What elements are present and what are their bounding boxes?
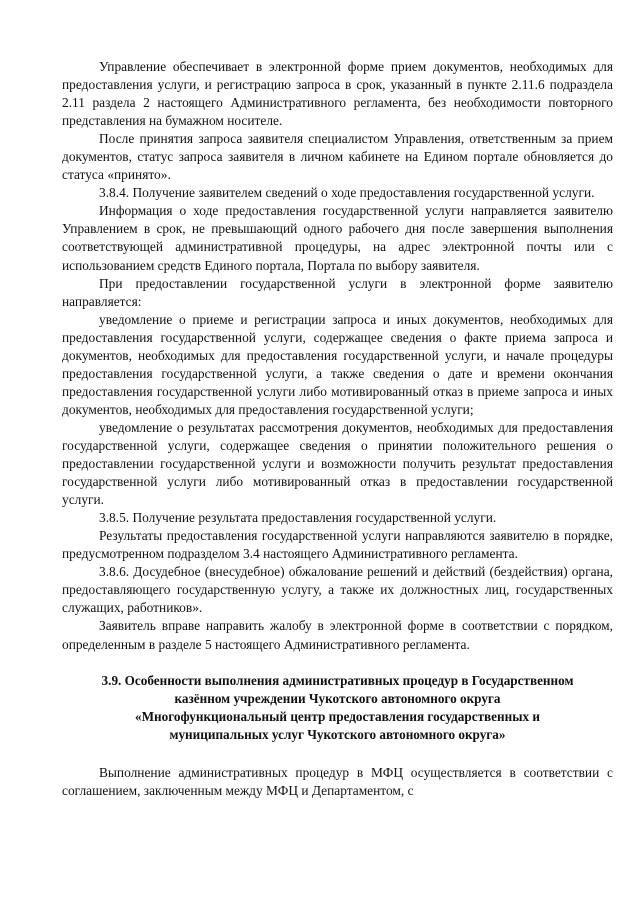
document-page <box>62 58 613 800</box>
clause-3-8-5: 3.8.5. Получение результата предоставления государственной услуги. <box>99 510 497 526</box>
paragraph-progress-info: Информация о ходе предоставления государственной услуги направляется заявителю Управлением в срок, не превышающий одного рабочего дня после завершения выполнения соответствующей административной процедуры, на адрес электронной почты или с использованием средств Единого портала, Портала по выбору заявителя. <box>62 203 613 273</box>
paragraph-electronic-acceptance: Управление обеспечивает в электронной форме прием документов, необходимых для предоставления услуги, и регистрацию запроса в срок, указанный в пункте 2.11.6 подраздела 2.11 раздела 2 настоящего Административного регламента, без необходимости повторного представления на бумажном носителе. <box>62 59 613 129</box>
clause-3-8-6: 3.8.6. Досудебное (внесудебное) обжалование решений и действий (бездействия) органа, предоставляющего государственную услугу, а также их должностных лиц, государственных служащих, работников». <box>62 564 613 616</box>
paragraph-notification-receipt: уведомление о приеме и регистрации запроса и иных документов, необходимых для предоставления государственной услуги, содержащее сведения о факте приема запроса и документов, необходимых для предоставления государственной услуги, и начале процедуры предоставления государственной услуги, а также сведения о дате и времени окончания предоставления государственной услуги либо мотивированный отказ в приеме запроса и иных документов, необходимых для предоставления государственной услуги; <box>62 311 613 417</box>
section-heading-3-9 <box>62 672 613 744</box>
heading-line-3: «Многофункциональный центр предоставления государственных и <box>134 708 541 724</box>
heading-line-1: 3.9. Особенности выполнения административных процедур в Государственном <box>101 672 574 688</box>
paragraph-mfc-procedures: Выполнение административных процедур в МФЦ осуществляется в соответствии с соглашением, заключенным между МФЦ и Департаментом, с <box>62 764 613 798</box>
paragraph-results-delivery: Результаты предоставления государственной услуги направляются заявителю в порядке, предусмотренном подразделом 3.4 настоящего Административного регламента. <box>62 528 613 562</box>
paragraph-notifications-intro: При предоставлении государственной услуги в электронной форме заявителю направляется: <box>62 275 613 309</box>
paragraph-status-accepted: После принятия запроса заявителя специалистом Управления, ответственным за прием документов, статус запроса заявителя в личном кабинете на Едином портале обновляется до статуса «принято». <box>62 131 613 183</box>
clause-3-8-4: 3.8.4. Получение заявителем сведений о ходе предоставления государственной услуги. <box>99 185 595 201</box>
heading-line-2: казённом учреждении Чукотского автономного округа <box>174 690 501 706</box>
paragraph-complaint: Заявитель вправе направить жалобу в электронной форме в соответствии с порядком, определенным в разделе 5 настоящего Административного регламента. <box>62 618 613 652</box>
paragraph-notification-results: уведомление о результатах рассмотрения документов, необходимых для предоставления государственной услуги, содержащее сведения о принятии положительного решения о предоставлении государственной услуги и возможности получить результат предоставления государственной услуги либо мотивированный отказ в предоставлении государственной услуги. <box>62 419 613 508</box>
heading-line-4: муниципальных услуг Чукотского автономного округа» <box>169 726 506 742</box>
